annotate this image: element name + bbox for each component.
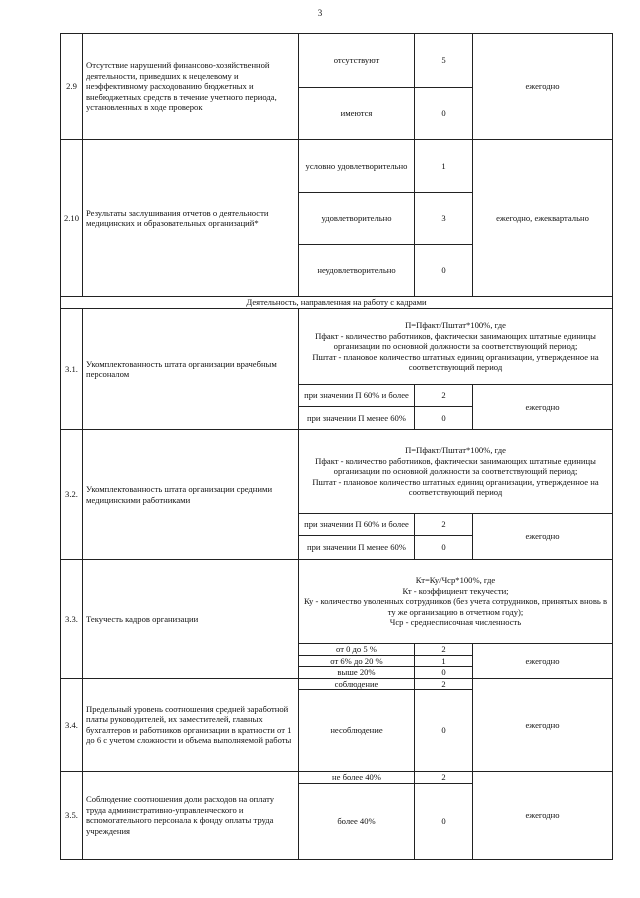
period: ежегодно: [473, 644, 613, 679]
table-row: [61, 430, 613, 514]
period: ежегодно: [473, 772, 613, 860]
score: 2: [415, 385, 473, 407]
score: 2: [415, 772, 473, 784]
indicator-text: Укомплектованность штата организации средними медицинскими работниками: [83, 430, 299, 560]
formula-line: Кт=Ку/Чср*100%, где: [415, 575, 496, 586]
formula-line: Пштат - плановое количество штатных единиц организации, утвержденное на соответствующий период: [312, 476, 599, 498]
row-number: 3.2.: [61, 430, 83, 560]
formula-line: Кт - коэффициент текучести;: [402, 585, 509, 596]
formula-line: Пфакт - количество работников, фактически занимающих штатные единицы организации по основной должности за соответствующий период;: [315, 455, 596, 477]
formula-line: Пштат - плановое количество штатных единиц организации, утвержденное на соответствующий период: [312, 351, 599, 373]
criterion: более 40%: [299, 783, 415, 859]
indicator-text: Соблюдение соотношения доли расходов на оплату труда административно-управленческого и вспомогательного персонала к фонду оплаты труда учреждения: [83, 772, 299, 860]
score: 0: [415, 667, 473, 679]
score: 0: [415, 536, 473, 560]
formula: [299, 309, 613, 385]
indicator-text: Укомплектованность штата организации врачебным персоналом: [83, 309, 299, 430]
criterion: при значении П 60% и более: [299, 385, 415, 407]
period: ежегодно: [473, 385, 613, 430]
score: 2: [415, 678, 473, 690]
criterion: от 0 до 5 %: [299, 644, 415, 656]
table-row: [61, 140, 613, 193]
criterion: отсутствуют: [299, 34, 415, 88]
score: 5: [415, 34, 473, 88]
score: 0: [415, 407, 473, 430]
formula-line: П=Пфакт/Пштат*100%, где: [405, 320, 506, 331]
row-number: 3.1.: [61, 309, 83, 430]
period: ежегодно: [473, 514, 613, 560]
period: ежегодно: [473, 34, 613, 140]
score: 0: [415, 690, 473, 772]
page-number: 3: [317, 8, 323, 18]
row-number: 3.3.: [61, 560, 83, 679]
indicator-text: Отсутствие нарушений финансово-хозяйственной деятельности, приведших к нецелевому и неэффективному расходованию бюджетных и внебюджетных средств в течение учетного периода, установленных в ходе проверок: [83, 34, 299, 140]
row-number: 2.10: [61, 140, 83, 297]
criterion: не более 40%: [299, 772, 415, 784]
score: 3: [415, 193, 473, 245]
criterion: несоблюдение: [299, 690, 415, 772]
score: 0: [415, 783, 473, 859]
indicator-text: Результаты заслушивания отчетов о деятельности медицинских и образовательных организаций*: [83, 140, 299, 297]
criterion: удовлетворительно: [299, 193, 415, 245]
table-row: [61, 309, 613, 385]
criterion: при значении П менее 60%: [299, 536, 415, 560]
score: 0: [415, 245, 473, 297]
row-number: 2.9: [61, 34, 83, 140]
formula-line: Ку - количество уволенных сотрудников (без учета сотрудников, принятых вновь в ту же организацию в отчетном году);: [303, 596, 608, 617]
formula: [299, 430, 613, 514]
score: 0: [415, 88, 473, 140]
criterion: неудовлетворительно: [299, 245, 415, 297]
table-row: [61, 297, 613, 309]
criterion: при значении П 60% и более: [299, 514, 415, 536]
indicator-text: Текучесть кадров организации: [83, 560, 299, 679]
score: 1: [415, 140, 473, 193]
formula-line: П=Пфакт/Пштат*100%, где: [405, 445, 506, 456]
criterion: соблюдение: [299, 678, 415, 690]
period: ежегодно: [473, 678, 613, 772]
criterion: при значении П менее 60%: [299, 407, 415, 430]
criterion: от 6% до 20 %: [299, 655, 415, 667]
table-row: [61, 678, 613, 690]
criteria-table: [60, 33, 613, 860]
criterion: выше 20%: [299, 667, 415, 679]
section-title: Деятельность, направленная на работу с кадрами: [61, 297, 613, 309]
criterion: имеются: [299, 88, 415, 140]
indicator-text: Предельный уровень соотношения средней заработной платы руководителей, их заместителей, главных бухгалтеров и работников организации в кратности от 1 до 6 с учетом сложности и объема выполняемой работы: [83, 678, 299, 772]
formula-line: Пфакт - количество работников, фактически занимающих штатные единицы организации по основной должности за соответствующий период;: [315, 330, 596, 352]
score: 2: [415, 514, 473, 536]
criterion: условно удовлетворительно: [299, 140, 415, 193]
table-row: [61, 560, 613, 644]
score: 1: [415, 655, 473, 667]
table-row: [61, 34, 613, 88]
formula: [299, 560, 613, 644]
table-row: [61, 772, 613, 784]
formula-line: Чср - среднесписочная численность: [389, 617, 522, 628]
row-number: 3.5.: [61, 772, 83, 860]
period: ежегодно, ежеквартально: [473, 140, 613, 297]
row-number: 3.4.: [61, 678, 83, 772]
score: 2: [415, 644, 473, 656]
